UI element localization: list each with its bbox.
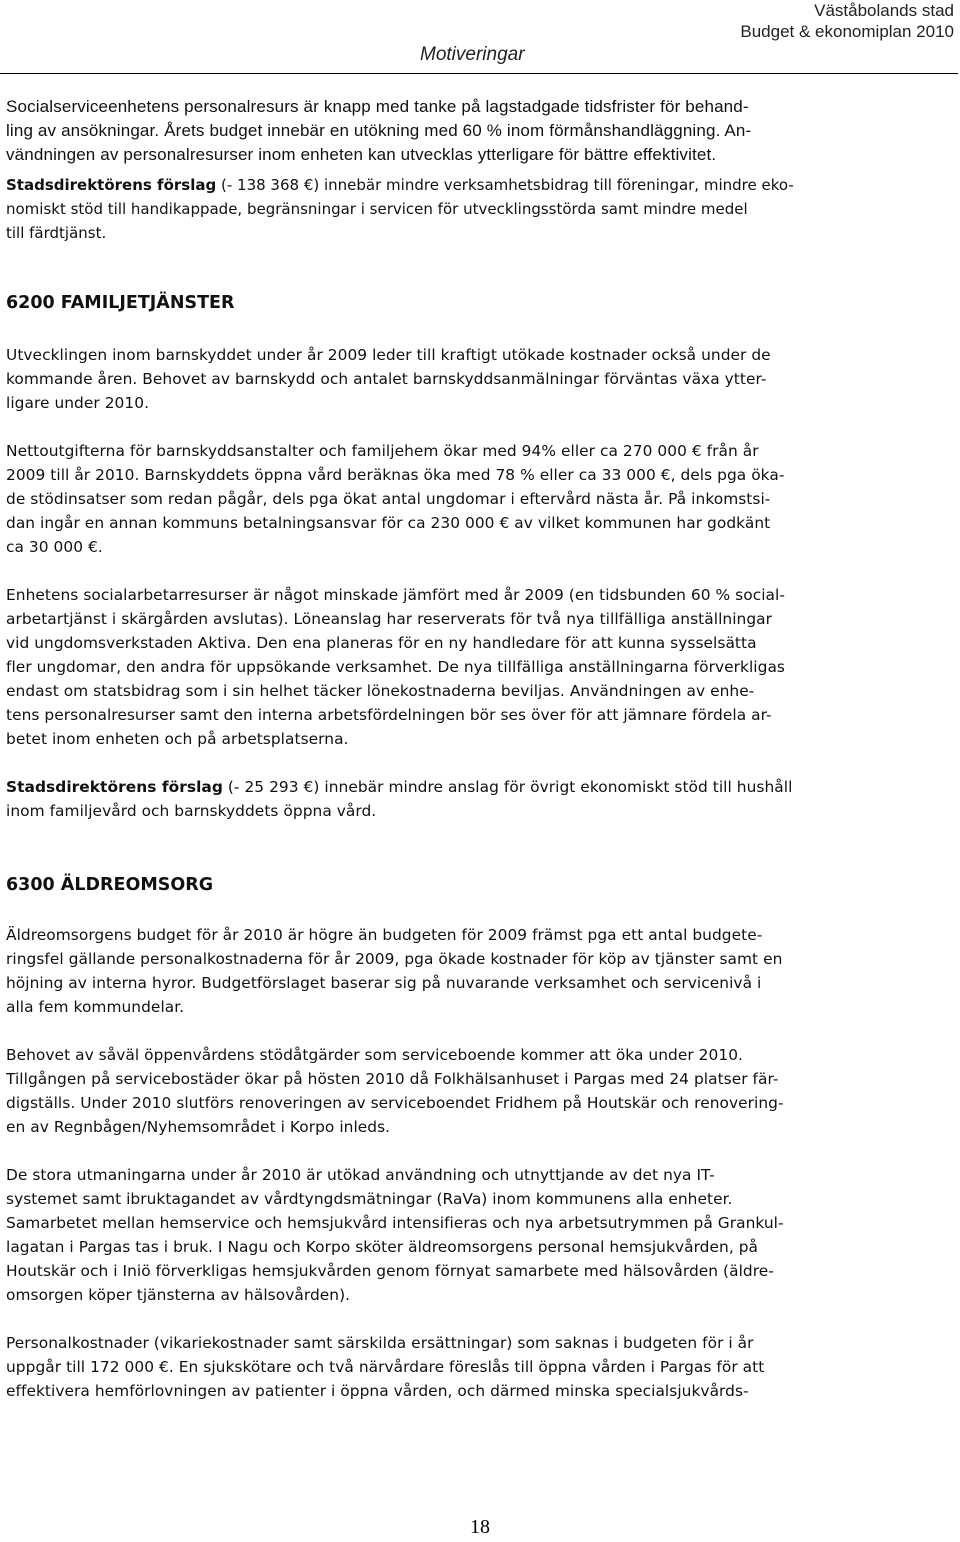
text-line: inom familjevård och barnskyddets öppna vård. bbox=[6, 802, 377, 820]
text-line: fler ungdomar, den andra för uppsökande verksamhet. De nya tillfälliga anställningarna förverkligas bbox=[6, 658, 785, 676]
text-line: arbetartjänst i skärgården avslutas). Löneanslag har reserverats för två nya tillfälliga anställningar bbox=[6, 610, 773, 628]
text-line: Socialserviceenhetens personalresurs är knapp med tanke på lagstadgade tidsfrister för behand- bbox=[6, 97, 749, 116]
organization-name: Väståbolands stad bbox=[814, 1, 954, 20]
text-line: effektivera hemförlovningen av patienter i öppna vården, och därmed minska specialsjukvårds- bbox=[6, 1382, 749, 1400]
text-line: Houtskär och i Iniö förverkligas hemsjukvården genom förnyat samarbete med hälsovården (äldre- bbox=[6, 1262, 774, 1280]
text-line: alla fem kommundelar. bbox=[6, 998, 185, 1016]
text-line: lagatan i Pargas tas i bruk. I Nagu och Korpo sköter äldreomsorgens personal hemsjukvården, på bbox=[6, 1238, 758, 1256]
header-rule bbox=[0, 73, 958, 74]
heading-6300: 6300 ÄLDREOMSORG bbox=[6, 875, 214, 895]
text-line: Samarbetet mellan hemservice och hemsjukvård intensifieras och nya arbetsutrymmen på Grankul- bbox=[6, 1214, 784, 1232]
page-header bbox=[0, 0, 960, 74]
text-line: dan ingår en annan kommuns betalningsansvar för ca 230 000 € av vilket kommunen har godkänt bbox=[6, 514, 771, 532]
text-line: systemet samt ibruktagandet av vårdtyngdsmätningar (RaVa) inom kommunens alla enheter. bbox=[6, 1190, 733, 1208]
text-line: Behovet av såväl öppenvårdens stödåtgärder som serviceboende kommer att öka under 2010. bbox=[6, 1046, 743, 1064]
text-line: omsorgen köper tjänsterna av hälsovården). bbox=[6, 1286, 351, 1304]
document-title: Budget & ekonomiplan 2010 bbox=[740, 22, 954, 41]
text-line: betet inom enheten och på arbetsplatserna. bbox=[6, 730, 349, 748]
text-line: 2009 till år 2010. Barnskyddets öppna vård beräknas öka med 78 % eller ca 33 000 €, dels pga öka- bbox=[6, 466, 785, 484]
text-line: de stödinsatser som redan pågår, dels pga ökat antal ungdomar i eftervård nästa år. På inkomstsi- bbox=[6, 490, 771, 508]
paragraph-elderly-budget bbox=[6, 923, 956, 1019]
text-line: Nettoutgifterna för barnskyddsanstalter och familjehem ökar med 94% eller ca 270 000 € från år bbox=[6, 442, 759, 460]
paragraph-net-expenses bbox=[6, 439, 956, 559]
paragraph-service-housing bbox=[6, 1043, 956, 1139]
paragraph-staff-resources bbox=[6, 583, 956, 751]
text-line: Tillgången på servicebostäder ökar på hösten 2010 då Folkhälsanhuset i Pargas med 24 platser fär- bbox=[6, 1070, 779, 1088]
text-line: vändningen av personalresurser inom enheten kan utvecklas ytterligare för bättre effektivitet. bbox=[6, 145, 717, 164]
proposal-label: Stadsdirektörens förslag bbox=[6, 778, 223, 796]
text-line: Utvecklingen inom barnskyddet under år 2009 leder till kraftigt utökade kostnader också under de bbox=[6, 346, 771, 364]
paragraph-proposal-family bbox=[6, 775, 956, 823]
page-body bbox=[6, 95, 956, 1403]
text-line: Enhetens socialarbetarresurser är något minskade jämfört med år 2009 (en tidsbunden 60 % social- bbox=[6, 586, 785, 604]
text-line: ligare under 2010. bbox=[6, 394, 150, 412]
text-line: ca 30 000 €. bbox=[6, 538, 103, 556]
text-line: De stora utmaningarna under år 2010 är utökad användning och utnyttjande av det nya IT- bbox=[6, 1166, 715, 1184]
text-line: kommande åren. Behovet av barnskydd och antalet barnskyddsanmälningar förväntas växa ytter- bbox=[6, 370, 767, 388]
paragraph-social-service bbox=[6, 95, 956, 167]
text-line: vid ungdomsverkstaden Aktiva. Den ena planeras för en ny handledare för att kunna sysselsätta bbox=[6, 634, 757, 652]
paragraph-personnel-costs bbox=[6, 1331, 956, 1403]
section-title: Motiveringar bbox=[420, 44, 525, 65]
text-line: ringsfel gällande personalkostnaderna för år 2009, pga ökade kostnader för köp av tjänster samt en bbox=[6, 950, 783, 968]
text-line: en av Regnbågen/Nyhemsområdet i Korpo inleds. bbox=[6, 1118, 391, 1136]
text-line: Personalkostnader (vikariekostnader samt särskilda ersättningar) som saknas i budgeten för i år bbox=[6, 1334, 754, 1352]
text-line: tens personalresurser samt den interna arbetsfördelningen bör ses över för att jämnare fördela ar- bbox=[6, 706, 772, 724]
paragraph-challenges bbox=[6, 1163, 956, 1307]
heading-6200: 6200 FAMILJETJÄNSTER bbox=[6, 293, 235, 313]
paragraph-proposal-social bbox=[6, 173, 956, 245]
proposal-label: Stadsdirektörens förslag bbox=[6, 176, 217, 194]
text-line: nomiskt stöd till handikappade, begränsningar i servicen för utvecklingsstörda samt mindre medel bbox=[6, 200, 748, 218]
text-line: digställs. Under 2010 slutförs renoveringen av serviceboendet Fridhem på Houtskär och renovering- bbox=[6, 1094, 784, 1112]
paragraph-child-protection bbox=[6, 343, 956, 415]
text-line: (- 25 293 €) innebär mindre anslag för övrigt ekonomiskt stöd till hushåll bbox=[222, 778, 793, 796]
text-line: (- 138 368 €) innebär mindre verksamhetsbidrag till föreningar, mindre eko- bbox=[216, 176, 794, 194]
text-line: uppgår till 172 000 €. En sjukskötare och två närvårdare föreslås till öppna vården i Pargas för att bbox=[6, 1358, 765, 1376]
text-line: ling av ansökningar. Årets budget innebär en utökning med 60 % inom förmånshandläggning. An- bbox=[6, 121, 752, 140]
text-line: endast om statsbidrag som i sin helhet täcker lönekostnaderna beviljas. Användningen av enhe- bbox=[6, 682, 755, 700]
page-number: 18 bbox=[470, 1516, 490, 1538]
text-line: till färdtjänst. bbox=[6, 224, 107, 242]
text-line: Äldreomsorgens budget för år 2010 är högre än budgeten för 2009 främst pga ett antal budgete- bbox=[6, 926, 763, 944]
text-line: höjning av interna hyror. Budgetförslaget baserar sig på nuvarande verksamhet och servicenivå i bbox=[6, 974, 762, 992]
